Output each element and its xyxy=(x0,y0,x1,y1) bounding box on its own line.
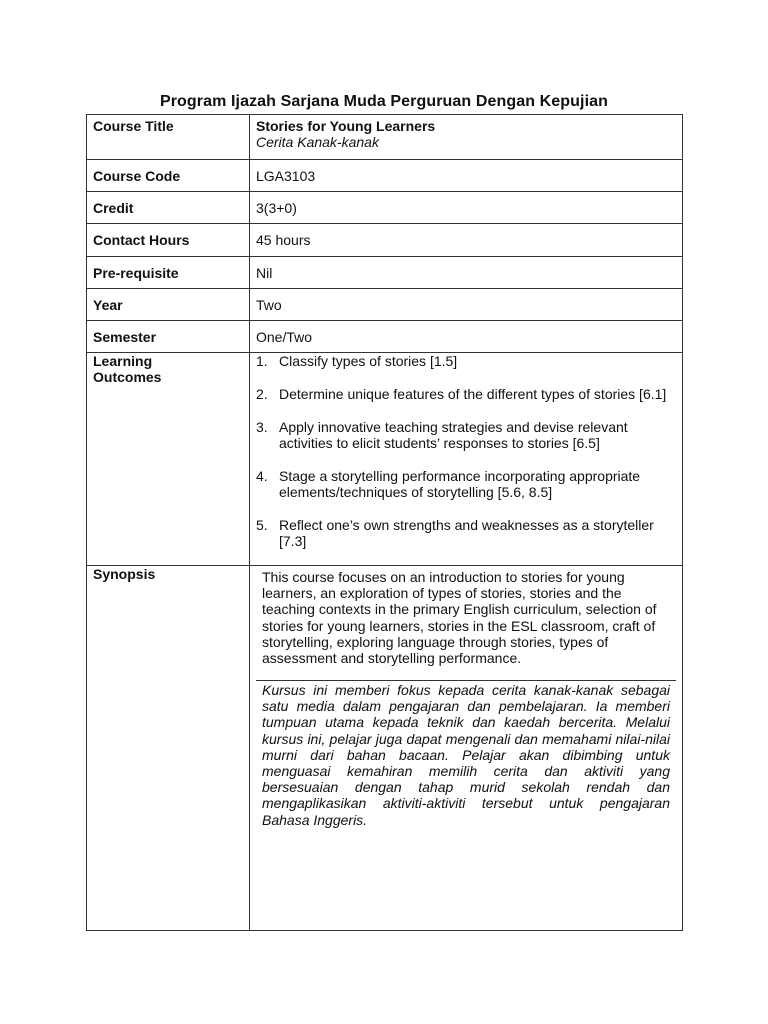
course-title-english: Stories for Young Learners xyxy=(256,118,436,134)
list-item xyxy=(256,468,676,500)
prerequisite-value: Nil xyxy=(250,257,683,289)
list-item-number: 3. xyxy=(256,419,268,435)
list-item-text: Apply innovative teaching strategies and devise relevant activities to elicit students’ responses to stories [6.5] xyxy=(279,419,628,451)
contact-hours-value: 45 hours xyxy=(250,224,683,257)
list-item-text: Determine unique features of the different types of stories [6.1] xyxy=(279,386,667,402)
year-value: Two xyxy=(250,289,683,321)
semester-label: Semester xyxy=(87,321,250,353)
list-item-number: 2. xyxy=(256,386,268,402)
list-item-number: 1. xyxy=(256,353,268,369)
synopsis-label: Synopsis xyxy=(87,566,250,931)
course-title-value xyxy=(250,115,683,160)
learning-outcomes-value xyxy=(250,353,683,566)
synopsis-value xyxy=(250,566,683,931)
list-item-number: 5. xyxy=(256,517,268,533)
course-code-label: Course Code xyxy=(87,160,250,192)
row-prerequisite xyxy=(87,257,683,289)
row-synopsis xyxy=(87,566,683,931)
semester-value: One/Two xyxy=(250,321,683,353)
list-item-number: 4. xyxy=(256,468,268,484)
course-code-value: LGA3103 xyxy=(250,160,683,192)
prerequisite-label: Pre-requisite xyxy=(87,257,250,289)
list-item-text: Reflect one’s own strengths and weaknesses as a storyteller [7.3] xyxy=(279,517,654,549)
row-course-title xyxy=(87,115,683,160)
list-item xyxy=(256,386,676,402)
list-item xyxy=(256,353,676,369)
row-credit xyxy=(87,192,683,224)
row-course-code xyxy=(87,160,683,192)
page-title: Program Ijazah Sarjana Muda Perguruan Dengan Kepujian xyxy=(159,93,609,110)
list-item xyxy=(256,517,676,549)
course-info-table xyxy=(86,114,683,931)
course-title-label: Course Title xyxy=(87,115,250,160)
credit-value: 3(3+0) xyxy=(250,192,683,224)
year-label: Year xyxy=(87,289,250,321)
list-item-text: Classify types of stories [1.5] xyxy=(279,353,458,369)
row-contact-hours xyxy=(87,224,683,257)
learning-outcomes-list xyxy=(256,353,676,549)
learning-outcomes-label-line1: Learning xyxy=(93,353,153,369)
row-semester xyxy=(87,321,683,353)
course-title-malay: Cerita Kanak-kanak xyxy=(256,134,379,150)
learning-outcomes-label xyxy=(87,353,250,566)
row-year xyxy=(87,289,683,321)
list-item xyxy=(256,419,676,451)
synopsis-malay: Kursus ini memberi fokus kepada cerita kanak-kanak sebagai satu media dalam pengajaran dan pembelajaran. Ia memberi tumpuan utama kepada teknik dan kaedah bercerita. Melalui kursus ini, pelajar juga dapat mengenali dan memahami nilai-nilai murni dari bahan bacaan. Pelajar akan dibimbing untuk menguasai kemahiran memilih cerita dan aktiviti yang bersesuaian dengan tahap murid sekolah rendah dan mengaplikasikan aktiviti-aktiviti tersebut untuk pengajaran Bahasa Inggeris. xyxy=(262,682,670,828)
synopsis-english: This course focuses on an introduction to stories for young learners, an exploration of types of stories, stories and the teaching contexts in the primary English curriculum, selection of stories for young learners, stories in the ESL classroom, craft of storytelling, exploring language through stories, types of assessment and storytelling performance. xyxy=(256,569,676,681)
row-learning-outcomes xyxy=(87,353,683,566)
learning-outcomes-label-line2: Outcomes xyxy=(93,369,162,385)
credit-label: Credit xyxy=(87,192,250,224)
contact-hours-label: Contact Hours xyxy=(87,224,250,257)
list-item-text: Stage a storytelling performance incorporating appropriate elements/techniques of storytelling [5.6, 8.5] xyxy=(279,468,641,500)
